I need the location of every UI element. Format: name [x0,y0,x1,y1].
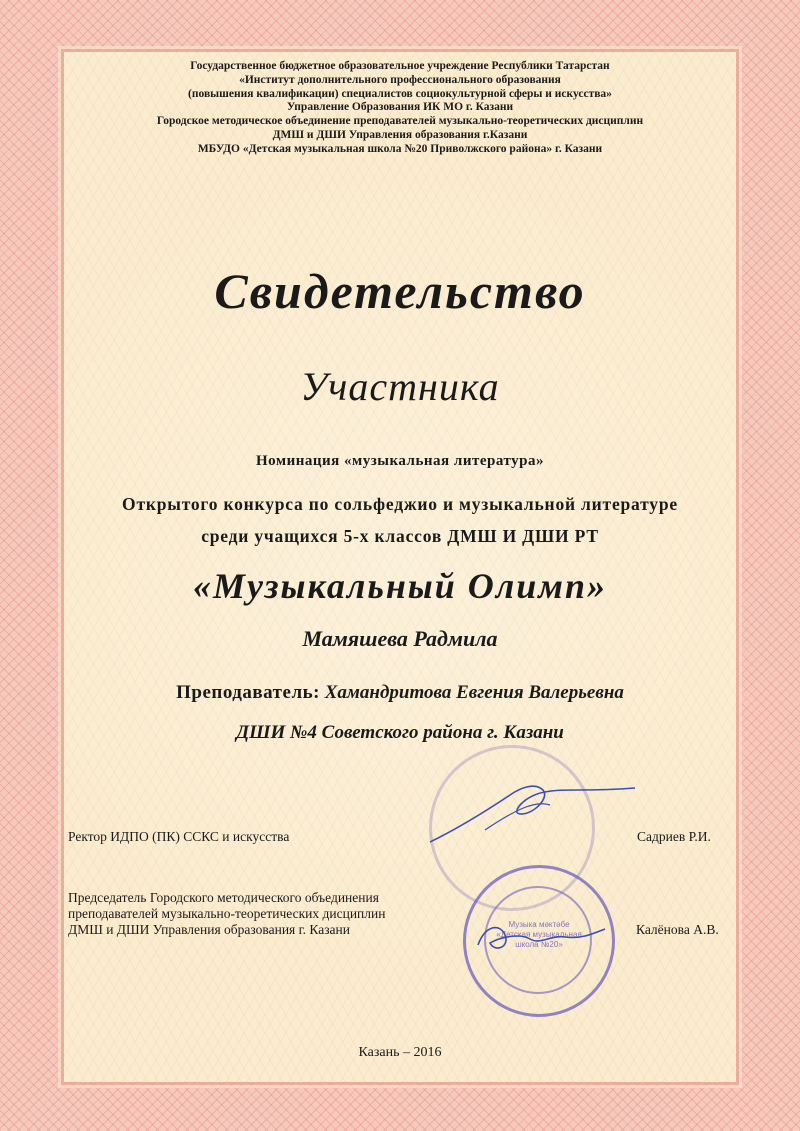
header-line: (повышения квалификации) специалистов социокультурной сферы и искусства» [188,87,612,100]
certificate-subtitle: Участника [300,364,500,409]
header-line: Городское методическое объединение преподавателей музыкально-теоретических дисциплин [156,115,644,128]
teacher-label: Преподаватель: [176,682,320,703]
certificate-title: Свидетельство [214,263,586,319]
rector-title: Ректор ИДПО (ПК) ССКС и искусства [68,829,290,844]
header-line: «Институт дополнительного профессионального образования [239,73,561,86]
chair-title [68,890,385,938]
teacher-name: Хамандритова Евгения Валерьевна [324,682,624,703]
contest-name: «Музыкальный Олимп» [193,566,607,606]
school-name: ДШИ №4 Советского района г. Казани [236,722,564,743]
stamp-text-line: школа №20» [515,940,563,949]
header-line: ДМШ и ДШИ Управления образования г.Казани [272,128,528,141]
stamp-text-line: Музыка мәктәбе [508,920,570,929]
teacher-line [0,682,800,704]
contest-description-line1: Открытого конкурса по сольфеджио и музыкальной литературе [122,494,678,514]
rector-signature [425,770,640,850]
header-line: МБУДО «Детская музыкальная школа №20 Приволжского района» г. Казани [197,142,603,155]
chair-signature [470,915,610,965]
rector-name: Садриев Р.И. [637,829,711,844]
issuer-header [0,60,800,157]
header-line: Управление Образования ИК МО г. Казани [286,101,514,114]
nomination-text: Номинация «музыкальная литература» [256,453,544,469]
place-date: Казань – 2016 [358,1045,442,1060]
header-line: Государственное бюджетное образовательное учреждение Республики Татарстан [190,60,610,72]
chair-name: Калёнова А.В. [636,922,719,937]
chair-title-line: Председатель Городского методического объединения [68,890,379,905]
participant-name: Мамяшева Радмила [302,626,498,651]
contest-description-line2: среди учащихся 5-х классов ДМШ И ДШИ РТ [201,526,599,546]
stamp-text-line: «Детская музыкальная [496,930,582,939]
chair-title-line: ДМШ и ДШИ Управления образования г. Казани [68,922,350,937]
chair-title-line: преподавателей музыкально-теоретических дисциплин [68,906,386,921]
